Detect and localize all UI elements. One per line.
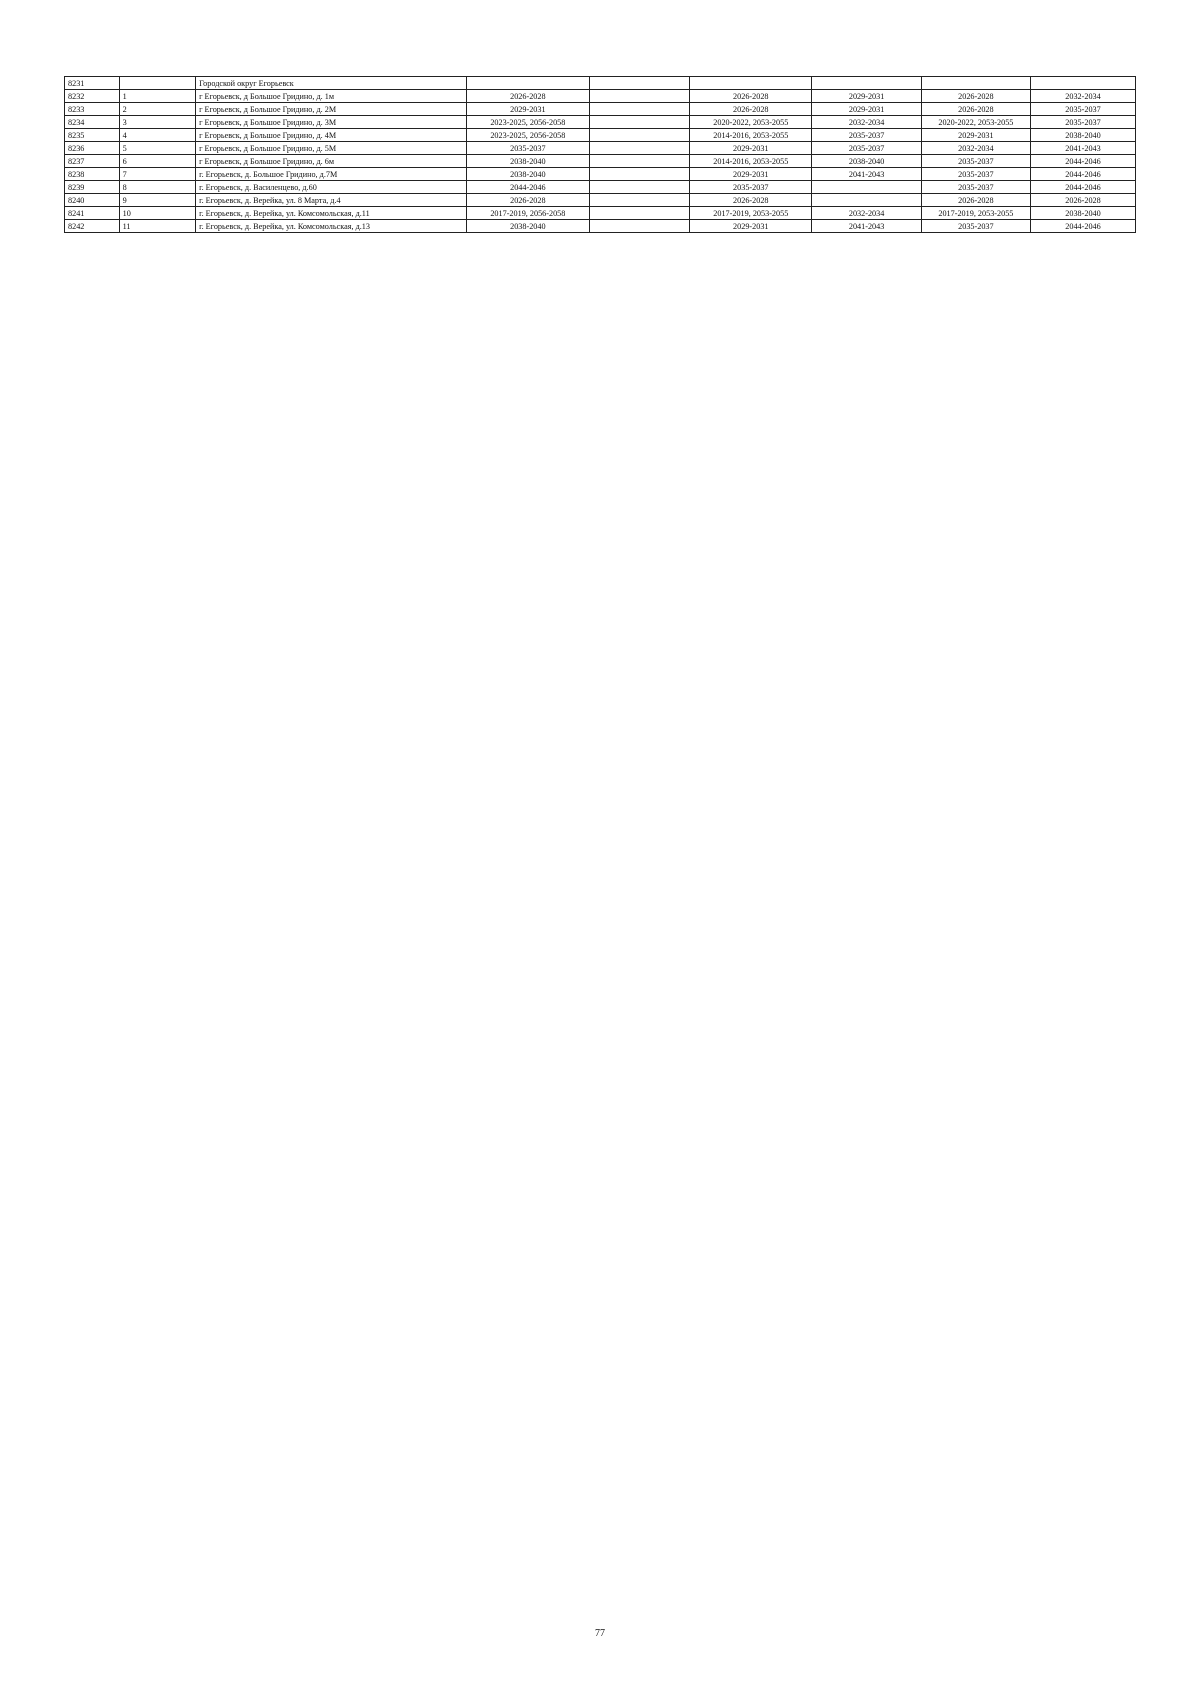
cell-c: 2026-2028	[690, 194, 812, 207]
cell-a: 2026-2028	[467, 194, 589, 207]
cell-a: 2026-2028	[467, 90, 589, 103]
cell-d	[812, 181, 921, 194]
cell-id: 8237	[65, 155, 120, 168]
table-row	[65, 129, 1136, 142]
cell-no: 1	[119, 90, 196, 103]
cell-b	[589, 77, 690, 90]
cell-address: г. Егорьевск, д. Большое Гридино, д.7М	[196, 168, 467, 181]
table-row	[65, 181, 1136, 194]
cell-a: 2023-2025, 2056-2058	[467, 129, 589, 142]
cell-id: 8234	[65, 116, 120, 129]
cell-no: 4	[119, 129, 196, 142]
table-row	[65, 90, 1136, 103]
cell-e: 2035-2037	[921, 220, 1030, 233]
cell-no: 10	[119, 207, 196, 220]
cell-b	[589, 207, 690, 220]
cell-address: Городской округ Егорьевск	[196, 77, 467, 90]
cell-address: г Егорьевск, д Большое Гридино, д. 2М	[196, 103, 467, 116]
cell-no	[119, 77, 196, 90]
cell-e: 2035-2037	[921, 168, 1030, 181]
cell-d: 2035-2037	[812, 142, 921, 155]
cell-id: 8241	[65, 207, 120, 220]
cell-id: 8242	[65, 220, 120, 233]
cell-f: 2041-2043	[1031, 142, 1136, 155]
cell-f: 2035-2037	[1031, 103, 1136, 116]
table-row	[65, 103, 1136, 116]
cell-id: 8239	[65, 181, 120, 194]
cell-id: 8232	[65, 90, 120, 103]
table-row	[65, 168, 1136, 181]
cell-address: г. Егорьевск, д. Верейка, ул. Комсомольская, д.11	[196, 207, 467, 220]
cell-f: 2038-2040	[1031, 207, 1136, 220]
cell-no: 11	[119, 220, 196, 233]
table-row	[65, 194, 1136, 207]
cell-d: 2038-2040	[812, 155, 921, 168]
cell-d	[812, 194, 921, 207]
cell-b	[589, 181, 690, 194]
table-row	[65, 220, 1136, 233]
cell-f: 2038-2040	[1031, 129, 1136, 142]
cell-b	[589, 129, 690, 142]
cell-b	[589, 168, 690, 181]
cell-d	[812, 77, 921, 90]
cell-a: 2029-2031	[467, 103, 589, 116]
cell-b	[589, 90, 690, 103]
cell-b	[589, 142, 690, 155]
cell-address: г Егорьевск, д Большое Гридино, д. 5М	[196, 142, 467, 155]
cell-e: 2026-2028	[921, 103, 1030, 116]
cell-id: 8238	[65, 168, 120, 181]
cell-no: 2	[119, 103, 196, 116]
cell-e: 2035-2037	[921, 155, 1030, 168]
cell-address: г Егорьевск, д Большое Гридино, д. 3М	[196, 116, 467, 129]
cell-b	[589, 194, 690, 207]
cell-d: 2032-2034	[812, 116, 921, 129]
cell-e: 2035-2037	[921, 181, 1030, 194]
cell-a: 2038-2040	[467, 168, 589, 181]
cell-c: 2029-2031	[690, 220, 812, 233]
cell-b	[589, 155, 690, 168]
cell-d: 2041-2043	[812, 220, 921, 233]
cell-d: 2041-2043	[812, 168, 921, 181]
cell-c: 2035-2037	[690, 181, 812, 194]
cell-no: 6	[119, 155, 196, 168]
cell-f: 2044-2046	[1031, 155, 1136, 168]
cell-a	[467, 77, 589, 90]
cell-c: 2014-2016, 2053-2055	[690, 129, 812, 142]
cell-no: 3	[119, 116, 196, 129]
cell-no: 8	[119, 181, 196, 194]
cell-c: 2026-2028	[690, 90, 812, 103]
cell-c: 2029-2031	[690, 142, 812, 155]
cell-b	[589, 116, 690, 129]
cell-address: г. Егорьевск, д. Василенцево, д.60	[196, 181, 467, 194]
cell-id: 8235	[65, 129, 120, 142]
cell-f: 2044-2046	[1031, 220, 1136, 233]
cell-address: г Егорьевск, д Большое Гридино, д. 6м	[196, 155, 467, 168]
cell-b	[589, 220, 690, 233]
table-row	[65, 77, 1136, 90]
table-row	[65, 142, 1136, 155]
cell-e: 2026-2028	[921, 194, 1030, 207]
cell-id: 8236	[65, 142, 120, 155]
cell-e: 2020-2022, 2053-2055	[921, 116, 1030, 129]
cell-f: 2035-2037	[1031, 116, 1136, 129]
cell-a: 2023-2025, 2056-2058	[467, 116, 589, 129]
cell-a: 2038-2040	[467, 220, 589, 233]
cell-d: 2035-2037	[812, 129, 921, 142]
cell-f	[1031, 77, 1136, 90]
table-row	[65, 207, 1136, 220]
cell-a: 2038-2040	[467, 155, 589, 168]
cell-a: 2044-2046	[467, 181, 589, 194]
cell-e: 2032-2034	[921, 142, 1030, 155]
cell-c: 2014-2016, 2053-2055	[690, 155, 812, 168]
table-row	[65, 155, 1136, 168]
cell-e	[921, 77, 1030, 90]
cell-b	[589, 103, 690, 116]
cell-address: г Егорьевск, д Большое Гридино, д. 1м	[196, 90, 467, 103]
cell-e: 2026-2028	[921, 90, 1030, 103]
cell-e: 2029-2031	[921, 129, 1030, 142]
cell-f: 2044-2046	[1031, 181, 1136, 194]
cell-a: 2035-2037	[467, 142, 589, 155]
page-number: 77	[595, 1628, 605, 1639]
cell-e: 2017-2019, 2053-2055	[921, 207, 1030, 220]
cell-no: 7	[119, 168, 196, 181]
cell-f: 2044-2046	[1031, 168, 1136, 181]
cell-d: 2029-2031	[812, 90, 921, 103]
cell-f: 2032-2034	[1031, 90, 1136, 103]
cell-c: 2026-2028	[690, 103, 812, 116]
cell-c: 2017-2019, 2053-2055	[690, 207, 812, 220]
cell-no: 5	[119, 142, 196, 155]
cell-address: г. Егорьевск, д. Верейка, ул. Комсомольская, д.13	[196, 220, 467, 233]
cell-f: 2026-2028	[1031, 194, 1136, 207]
cell-a: 2017-2019, 2056-2058	[467, 207, 589, 220]
cell-id: 8233	[65, 103, 120, 116]
table-row	[65, 116, 1136, 129]
cell-id: 8231	[65, 77, 120, 90]
cell-c	[690, 77, 812, 90]
cell-d: 2032-2034	[812, 207, 921, 220]
cell-address: г Егорьевск, д Большое Гридино, д. 4М	[196, 129, 467, 142]
cell-id: 8240	[65, 194, 120, 207]
cell-address: г. Егорьевск, д. Верейка, ул. 8 Марта, д.4	[196, 194, 467, 207]
cell-c: 2020-2022, 2053-2055	[690, 116, 812, 129]
cell-c: 2029-2031	[690, 168, 812, 181]
data-table	[64, 76, 1136, 233]
cell-no: 9	[119, 194, 196, 207]
cell-d: 2029-2031	[812, 103, 921, 116]
